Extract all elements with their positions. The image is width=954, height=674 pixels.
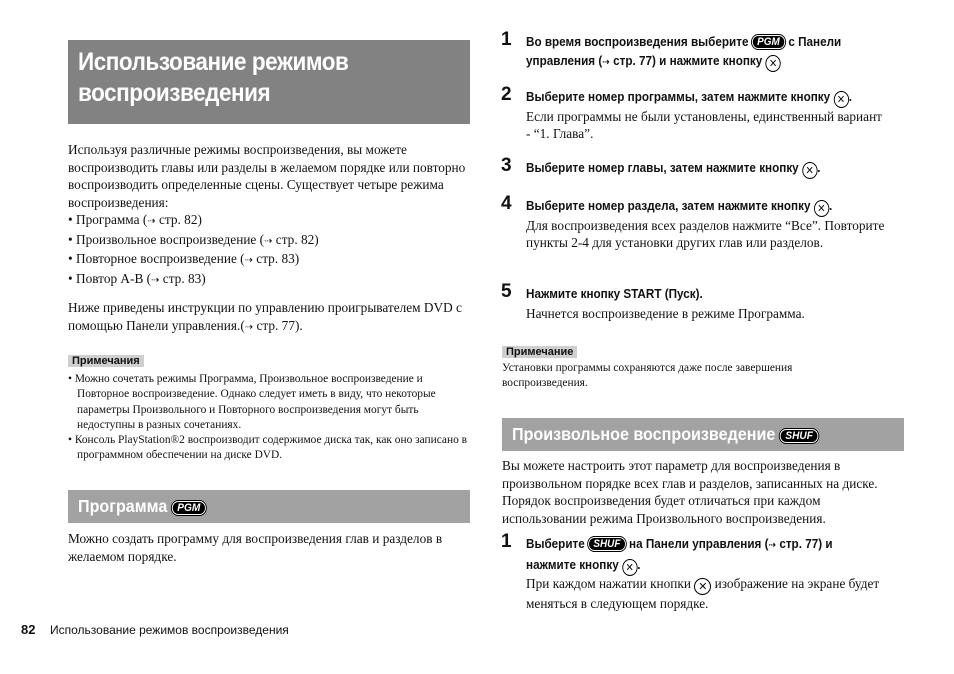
bullet-shuffle: • Произвольное воспроизведение (⇢ стр. 82) (68, 231, 319, 247)
notes-list (68, 372, 470, 464)
step-number: 2 (501, 84, 512, 105)
cross-button-icon: ✕ (802, 162, 817, 179)
shuffle-step-text: Выберите SHUF на Панели управления (⇢ стр. 77) и нажмите кнопку ✕ . (526, 536, 833, 574)
step-4-text: Выберите номер раздела, затем нажмите кнопку ✕ . (526, 198, 833, 215)
intro-block (68, 141, 468, 289)
note-right-text: Установки программы сохраняются даже после завершения воспроизведения. (502, 362, 793, 390)
note-item: • Можно сочетать режимы Программа, Произвольное воспроизведение и Повторное воспроизведение. Однако следует иметь в виду, что некоторые параметры Произвольного и Повторного воспроизведения могут быть недоступны в разных сочетаниях. (68, 373, 436, 431)
step-2-text: Выберите номер программы, затем нажмите кнопку ✕ . (526, 89, 852, 106)
cross-button-icon: ✕ (833, 91, 848, 108)
arrow-icon: ⇢ (264, 235, 273, 247)
page-title: Использование режимов воспроизведения (78, 48, 349, 107)
note-right-label: Примечание (502, 342, 577, 360)
program-heading: Программа (78, 496, 168, 516)
step-number: 5 (501, 281, 512, 302)
note-item: • Консоль PlayStation®2 воспроизводит содержимое диска так, как оно записано в программном обеспечении на диске DVD. (68, 434, 467, 462)
step-4-sub: Для воспроизведения всех разделов нажмите “Все”. Повторите пункты 2-4 для установки других глав или разделов. (526, 218, 885, 250)
arrow-icon: ⇢ (147, 216, 156, 227)
program-section-header (68, 490, 470, 523)
footer-text: Использование режимов воспроизведения (50, 623, 289, 637)
intro-outro: Ниже приведены инструкции по управлению проигрывателем DVD с помощью Панели управления.(⇢ стр. 77). (68, 300, 462, 333)
step-number: 1 (501, 29, 512, 50)
program-text: Можно создать программу для воспроизведения глав и разделов в желаемом порядке. (68, 531, 443, 564)
cross-button-icon: ✕ (766, 55, 781, 72)
arrow-icon: ⇢ (151, 274, 160, 286)
step-3-text: Выберите номер главы, затем нажмите кнопку ✕ . (526, 160, 821, 177)
page-title-box (68, 40, 470, 124)
step-5-sub: Начнется воспроизведение в режиме Программа. (526, 306, 805, 321)
shuf-badge: SHUF (780, 429, 819, 443)
arrow-icon: ⇢ (768, 540, 777, 551)
step-number: 4 (501, 193, 512, 214)
shuffle-heading: Произвольное воспроизведение (512, 424, 776, 444)
pgm-badge: PGM (752, 35, 785, 49)
step-5-text: Нажмите кнопку START (Пуск). (526, 286, 703, 301)
step-2-sub: Если программы не были установлены, единственный вариант - “1. Глава”. (526, 109, 882, 141)
page-number: 82 (21, 622, 36, 637)
step-1-text: Во время воспроизведения выберите PGM с Панели управления (⇢ стр. 77) и нажмите кнопку ✕ (526, 34, 842, 70)
cross-button-icon: ✕ (814, 200, 829, 217)
cross-button-icon: ✕ (694, 578, 711, 595)
arrow-icon: ⇢ (602, 57, 610, 68)
notes-label: Примечания (68, 351, 144, 369)
arrow-icon: ⇢ (244, 255, 253, 266)
shuffle-section-header (502, 418, 904, 451)
shuffle-step-sub: При каждом нажатии кнопки ✕ изображение на экране будет меняться в следующем порядке. (526, 576, 880, 611)
pgm-badge: PGM (172, 501, 206, 515)
shuffle-text: Вы можете настроить этот параметр для воспроизведения в произвольном порядке всех глав и разделов, записанных на диске. Порядок воспроизведения будет отличаться при каждом использовании режима Произвольного воспроизведения. (502, 458, 878, 526)
step-number: 3 (501, 155, 512, 176)
shuf-badge: SHUF (588, 537, 626, 551)
bullet-ab-repeat: • Повтор A-B (⇢ стр. 83) (68, 270, 206, 286)
intro-text: Используя различные режимы воспроизведения, вы можете воспроизводить главы или разделы в желаемом порядке или повторно воспроизводить определенные сцены. Существует четыре режима воспроизведения: (68, 142, 466, 210)
bullet-program: • Программа (⇢ стр. 82) (68, 212, 202, 227)
cross-button-icon: ✕ (622, 559, 637, 576)
bullet-repeat: • Повторное воспроизведение (⇢ стр. 83) (68, 251, 300, 266)
step-number: 1 (501, 531, 512, 552)
arrow-icon: ⇢ (244, 321, 254, 333)
